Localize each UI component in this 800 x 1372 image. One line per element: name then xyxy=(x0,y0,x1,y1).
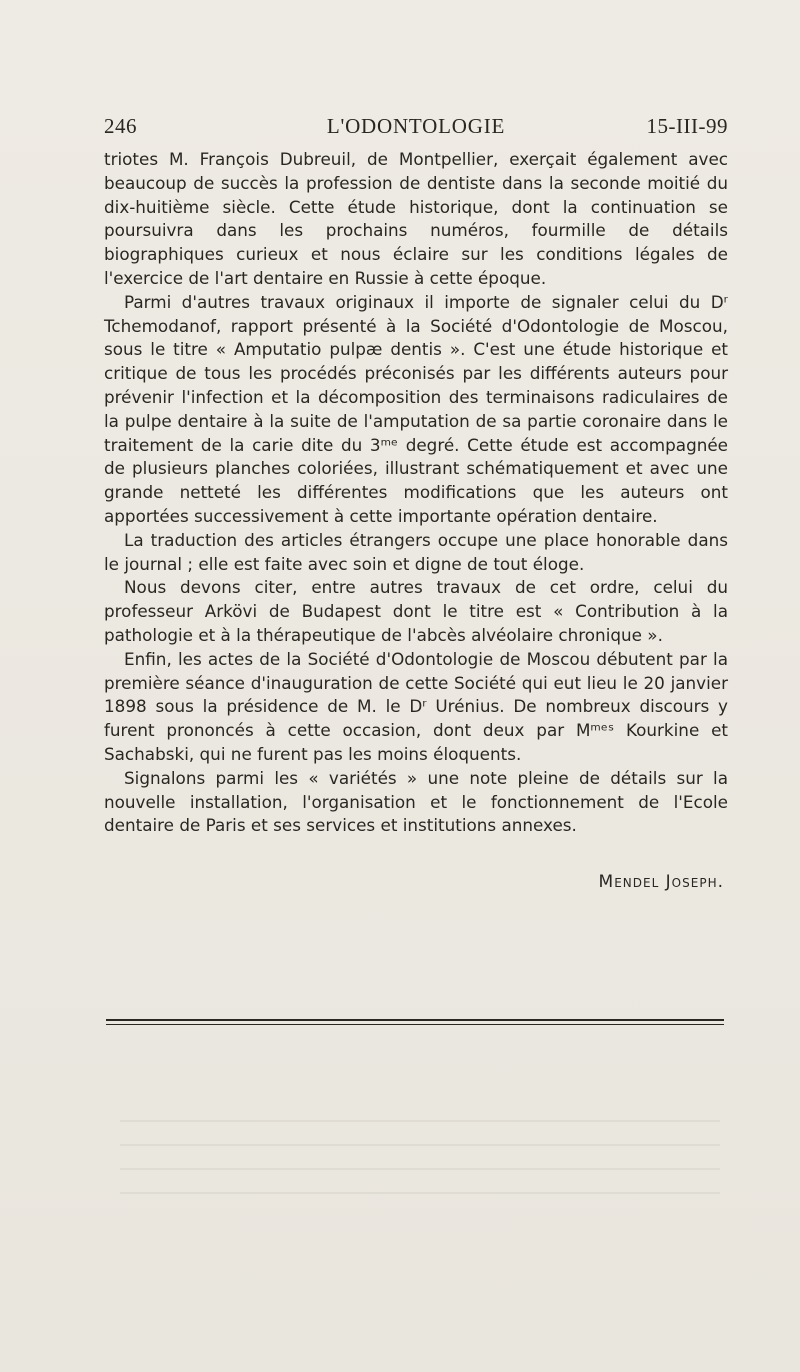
paragraph: La traduction des articles étrangers occupe une place honorable dans le journal ; elle est faite avec soin et digne de tout éloge. xyxy=(104,529,728,574)
paragraph: triotes M. François Dubreuil, de Montpellier, exerçait également avec beaucoup de succès la profession de dentiste dans la seconde moitié du dix-huitième siècle. Cette étude historique, dont la continuation se poursuivra dans les prochains numéros, fourmille de détails biographiques curieux et nous éclaire sur les conditions légales de l'exercice de l'art dentaire en Russie à cette époque. xyxy=(104,149,728,288)
paragraph: Enfin, les actes de la Société d'Odontologie de Moscou débutent par la première séance d'inauguration de cette Société qui eut lieu le 20 janvier 1898 sous la présidence de M. le Dʳ Urénius. De nombreux discours y furent prononcés à cette occasion, dont deux par Mᵐᵉˢ Kourkine et Sachabski, qui ne furent pas les moins éloquents. xyxy=(104,648,728,764)
journal-title: L'ODONTOLOGIE xyxy=(326,114,506,138)
paragraph: Signalons parmi les « variétés » une note pleine de détails sur la nouvelle installation, l'organisation et le fonctionnement de l'Ecole dentaire de Paris et ses services et institutions annexes. xyxy=(104,767,728,836)
section-divider-thin xyxy=(106,1024,724,1025)
issue-date: 15-III-99 xyxy=(646,114,728,138)
author-signature: Mendel Joseph. xyxy=(598,872,724,892)
print-through-shadow xyxy=(120,1120,720,1210)
section-divider xyxy=(106,1019,724,1021)
article-body xyxy=(104,148,728,838)
page-number: 246 xyxy=(104,114,137,138)
paragraph: Parmi d'autres travaux originaux il importe de signaler celui du Dʳ Tchemodanof, rapport présenté à la Société d'Odontologie de Moscou, sous le titre « Amputatio pulpæ dentis ». C'est une étude historique et critique de tous les procédés préconisés par les différents auteurs pour prévenir l'infection et la décomposition des terminaisons radiculaires de la pulpe dentaire à la suite de l'amputation de sa partie coronaire dans le traitement de la carie dite du 3ᵐᵉ degré. Cette étude est accompagnée de plusieurs planches coloriées, illustrant schématiquement et avec une grande netteté les différentes modifications que les auteurs ont apportées successivement à cette importante opération dentaire. xyxy=(104,291,728,526)
running-head xyxy=(104,114,728,144)
paragraph: Nous devons citer, entre autres travaux de cet ordre, celui du professeur Arkövi de Budapest dont le titre est « Contribution à la pathologie et à la thérapeutique de l'abcès alvéolaire chronique ». xyxy=(104,577,728,645)
